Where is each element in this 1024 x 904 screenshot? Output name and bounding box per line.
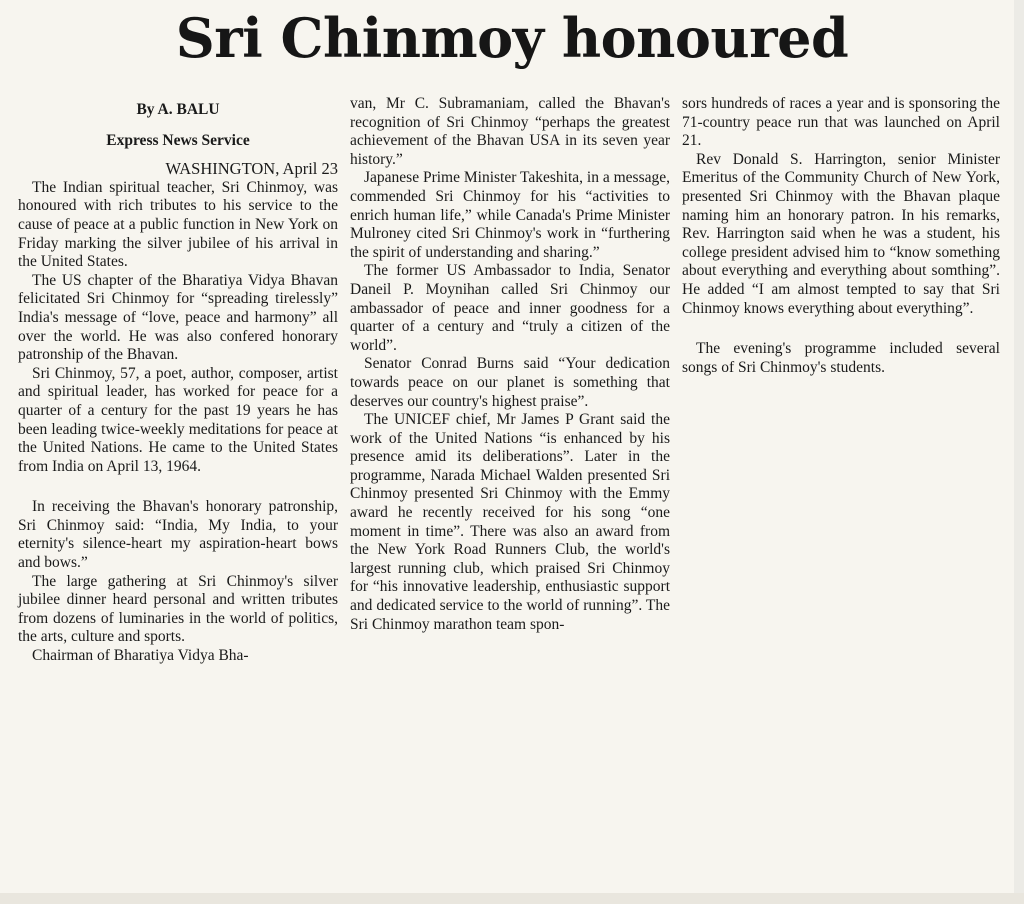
- paragraph: The UNICEF chief, Mr James P Grant said the work of the United Nations “is enhanced by his presence amid its deliberations”. Later in the programme, Narada Michael Walden presented Sri Chinmoy presented Sri Chinmoy with the Emmy award he recently received for his song “one moment in time”. There was also an award from the New York Road Runners Club, the world's largest running club, which praised Sri Chinmoy for “his innovative leadership, enthusiastic support and dedicated service to the world of running”. The Sri Chinmoy marathon team spon-: [350, 411, 670, 633]
- paragraph: The large gathering at Sri Chinmoy's silver jubilee dinner heard personal and written tributes from dozens of luminaries in the world of politics, the arts, culture and sports.: [18, 572, 338, 646]
- paragraph: van, Mr C. Subramaniam, called the Bhavan's recognition of Sri Chinmoy “perhaps the greatest achievement of the Bhavan USA in its seven year history.”: [350, 95, 670, 168]
- paragraph: Sri Chinmoy, 57, a poet, author, composer, artist and spiritual leader, has worked for peace for a quarter of a century for the past 19 years he has been leading twice-weekly meditations for peace at the United Nations. He came to the United States from India on April 13, 1964.: [18, 364, 338, 475]
- dateline: WASHINGTON, April 23: [165, 159, 338, 179]
- headline: Sri Chinmoy honoured: [175, 6, 849, 70]
- article-body: [18, 95, 1000, 666]
- byline: By A. BALU: [136, 101, 220, 118]
- paragraph: sors hundreds of races a year and is sponsoring the 71-country peace run that was launched on April 21.: [682, 95, 1000, 150]
- news-service: Express News Service: [106, 131, 250, 149]
- paragraph: In receiving the Bhavan's honorary patronship, Sri Chinmoy said: “India, My India, to your eternity's silence-heart my aspiration-heart bows and bows.”: [18, 498, 338, 572]
- paragraph: The US chapter of the Bharatiya Vidya Bhavan felicitated Sri Chinmoy for “spreading tirelessly” India's message of “love, peace and harmony” all over the world. He was also confered honorary patronship of the Bhavan.: [18, 271, 338, 364]
- paragraph: The Indian spiritual teacher, Sri Chinmoy, was honoured with rich tributes to his service to the cause of peace at a public function in New York on Friday marking the silver jubilee of his arrival in the United States.: [18, 178, 338, 271]
- column-1: [18, 95, 338, 666]
- page-bottom-edge: [0, 893, 1024, 904]
- paragraph: Chairman of Bharatiya Vidya Bha-: [32, 647, 249, 665]
- paragraph: Senator Conrad Burns said “Your dedication towards peace on our planet is something that deserves our country's highest praise”.: [350, 355, 670, 410]
- page-edge: [1014, 0, 1024, 904]
- paragraph: Japanese Prime Minister Takeshita, in a message, commended Sri Chinmoy for his “activities to enrich human life,” while Canada's Prime Minister Mulroney cited Sri Chinmoy's work in “furthering the spirit of understanding and sharing.”: [350, 169, 670, 261]
- paragraph: The former US Ambassador to India, Senator Daneil P. Moynihan called Sri Chinmoy our ambassador of peace and inner goodness for a quarter of a century and “truly a citizen of the world”.: [350, 262, 670, 354]
- column-3: [682, 95, 1000, 666]
- paragraph: The evening's programme included several songs of Sri Chinmoy's students.: [682, 340, 1000, 376]
- column-2: [350, 95, 670, 666]
- paragraph: Rev Donald S. Harrington, senior Minister Emeritus of the Community Church of New York, presented Sri Chinmoy with the Bhavan plaque naming him an honorary patron. In his remarks, Rev. Harrington said when he was a student, his college president advised him to “know something about everything and everything about somthing”. He added “I am almost tempted to say that Sri Chinmoy knows everything about everything”.: [682, 150, 1000, 317]
